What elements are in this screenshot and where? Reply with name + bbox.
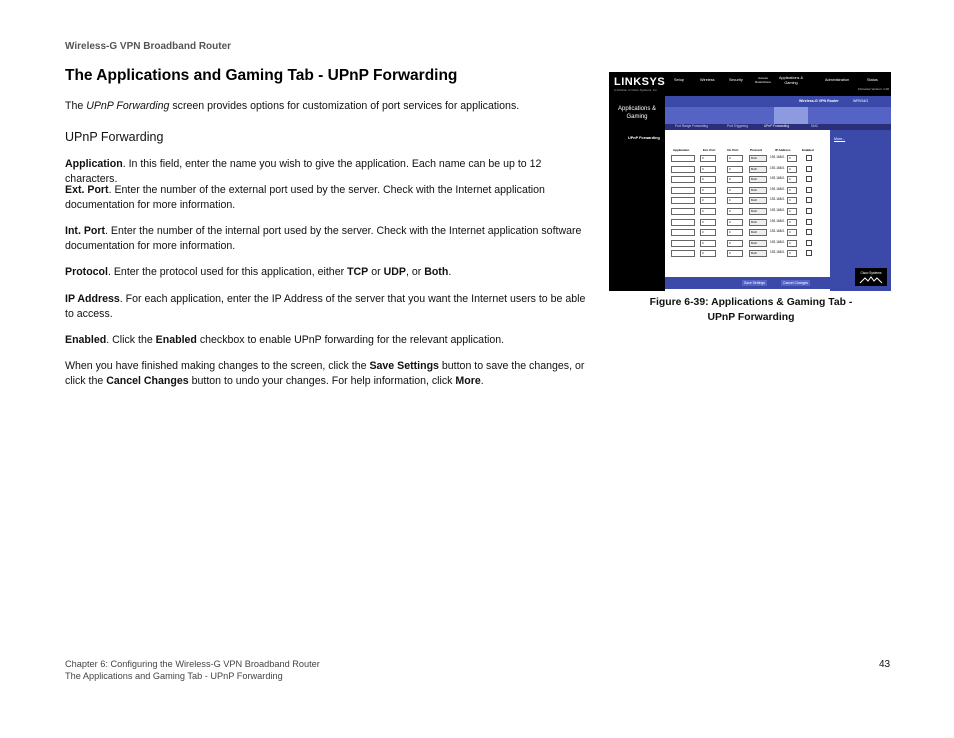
page-number: 43 xyxy=(879,659,891,670)
finish-t4: . xyxy=(480,375,484,387)
application-input[interactable] xyxy=(671,187,695,194)
protocol-select[interactable]: Both xyxy=(749,250,767,257)
subtab-upnp-forwarding[interactable]: UPnP Forwarding xyxy=(764,124,790,128)
enabled-t2: checkbox to enable UPnP forwarding for the relevant application. xyxy=(196,334,505,346)
int-port-input[interactable]: 0 xyxy=(727,229,743,236)
intro-post: screen provides options for customization of port services for applications. xyxy=(169,100,520,112)
page-title: The Applications and Gaming Tab - UPnP Forwarding xyxy=(65,67,458,84)
int-port-input[interactable]: 0 xyxy=(727,250,743,257)
para-int-port xyxy=(65,224,590,254)
int-port-input[interactable]: 0 xyxy=(727,208,743,215)
ip-last-octet-input[interactable]: 0 xyxy=(787,250,797,257)
protocol-select[interactable]: Both xyxy=(749,208,767,215)
text-int-port: . Enter the number of the internal port used by the server. Check with the Internet application software documentation for more information. xyxy=(65,225,582,252)
application-input[interactable] xyxy=(671,197,695,204)
protocol-select[interactable]: Both xyxy=(749,155,767,162)
linksys-logo-sub: A Division of Cisco Systems, Inc. xyxy=(614,88,658,92)
text-application: . In this field, enter the name you wish to give the application. Each name can be up to 12 characters. xyxy=(65,158,542,185)
application-input[interactable] xyxy=(671,166,695,173)
upnp-row xyxy=(669,196,829,204)
col-enabled: Enabled xyxy=(802,148,814,152)
subtab-dmz[interactable]: DMZ xyxy=(811,124,818,128)
intro-paragraph xyxy=(65,99,590,114)
ip-prefix: 192.168.0. xyxy=(770,239,786,244)
upnp-row xyxy=(669,249,829,257)
ip-prefix: 192.168.0. xyxy=(770,250,786,255)
col-ext-port: Ext. Port xyxy=(703,148,716,152)
footer-section: The Applications and Gaming Tab - UPnP Forwarding xyxy=(65,671,283,681)
ip-prefix: 192.168.0. xyxy=(770,155,786,159)
tab-security[interactable]: Security xyxy=(729,78,743,82)
subheading: UPnP Forwarding xyxy=(65,130,164,144)
figure-left-panel xyxy=(609,130,665,291)
enabled-checkbox[interactable] xyxy=(806,197,812,203)
protocol-udp: UDP xyxy=(383,266,406,278)
tab-administration[interactable]: Administration xyxy=(825,78,850,82)
enabled-checkbox[interactable] xyxy=(806,187,812,193)
caption-line2: UPnP Forwarding xyxy=(707,312,795,323)
ip-prefix: 192.168.0. xyxy=(770,229,786,234)
ip-last-octet-input[interactable]: 0 xyxy=(787,187,797,194)
int-port-input[interactable]: 0 xyxy=(727,219,743,226)
ip-last-octet-input[interactable]: 0 xyxy=(787,197,797,204)
application-input[interactable] xyxy=(671,208,695,215)
ip-prefix: 192.168.0. xyxy=(770,186,786,191)
tab-setup[interactable]: Setup xyxy=(674,78,684,82)
save-settings-button[interactable]: Save Settings xyxy=(744,281,765,285)
ext-port-input[interactable]: 0 xyxy=(700,166,716,173)
tab-applications-gaming[interactable]: Applications & Gaming xyxy=(778,76,804,85)
caption-line1: Figure 6-39: Applications & Gaming Tab - xyxy=(649,297,853,308)
protocol-tcp: TCP xyxy=(347,266,369,278)
upnp-row xyxy=(669,175,829,183)
ip-prefix: 192.168.0. xyxy=(770,197,786,202)
protocol-t4: . xyxy=(448,266,452,278)
ip-prefix: 192.168.0. xyxy=(770,165,786,170)
upnp-row xyxy=(669,186,829,194)
figure-caption xyxy=(610,295,892,325)
finish-t3: button to undo your changes. For help information, click xyxy=(188,375,456,387)
finish-more: More xyxy=(455,375,481,387)
ip-last-octet-input[interactable]: 0 xyxy=(787,155,797,162)
protocol-select[interactable]: Both xyxy=(749,229,767,236)
term-application: Application xyxy=(65,158,123,170)
footer-chapter: Chapter 6: Configuring the Wireless-G VPN Broadband Router xyxy=(65,659,320,669)
ext-port-input[interactable]: 0 xyxy=(700,197,716,204)
ip-prefix: 192.168.0. xyxy=(770,176,786,181)
term-int-port: Int. Port xyxy=(65,225,106,237)
more-link[interactable]: More... xyxy=(834,137,846,141)
para-protocol xyxy=(65,265,590,280)
col-ip-address: IP Address xyxy=(775,148,791,152)
col-protocol: Protocol xyxy=(750,148,763,152)
application-input[interactable] xyxy=(671,250,695,257)
upnp-row xyxy=(669,154,829,162)
ip-last-octet-input[interactable]: 0 xyxy=(787,240,797,247)
application-input[interactable] xyxy=(671,229,695,236)
int-port-input[interactable]: 0 xyxy=(727,240,743,247)
para-ext-port xyxy=(65,183,590,213)
ext-port-input[interactable]: 0 xyxy=(700,176,716,183)
application-input[interactable] xyxy=(671,176,695,183)
ip-last-octet-input[interactable]: 0 xyxy=(787,219,797,226)
protocol-select[interactable]: Both xyxy=(749,197,767,204)
subtab-port-triggering[interactable]: Port Triggering xyxy=(727,124,748,128)
model-number: WRV54G xyxy=(853,99,869,103)
text-ip-address: . For each application, enter the IP Address of the server that you want the Internet users to be able to access. xyxy=(65,293,586,320)
enabled-t1: . Click the xyxy=(106,334,156,346)
finish-cancel: Cancel Changes xyxy=(106,375,189,387)
finish-t2: button to save the changes, or click the xyxy=(65,360,585,387)
ip-last-octet-input[interactable]: 0 xyxy=(787,229,797,236)
text-ext-port: . Enter the number of the external port used by the server. Check with the Internet application documentation for more information. xyxy=(65,184,545,211)
ip-last-octet-input[interactable]: 0 xyxy=(787,166,797,173)
protocol-select[interactable]: Both xyxy=(749,166,767,173)
cisco-logo xyxy=(855,268,887,286)
firmware-version: Firmware Version: 1.00 xyxy=(858,87,889,91)
tab-wireless[interactable]: Wireless xyxy=(700,78,715,82)
protocol-both: Both xyxy=(424,266,449,278)
section-label: Applications & Gaming xyxy=(617,106,657,120)
cisco-logo-text: Cisco Systems xyxy=(860,271,882,275)
active-tab-highlight xyxy=(774,107,808,124)
enabled-term2: Enabled xyxy=(155,334,197,346)
ip-last-octet-input[interactable]: 0 xyxy=(787,176,797,183)
application-input[interactable] xyxy=(671,219,695,226)
enabled-checkbox[interactable] xyxy=(806,208,812,214)
int-port-input[interactable]: 0 xyxy=(727,176,743,183)
upnp-row xyxy=(669,218,829,226)
cancel-changes-button[interactable]: Cancel Changes xyxy=(783,281,809,285)
finish-save: Save Settings xyxy=(369,360,439,372)
linksys-logo: LINKSYS xyxy=(614,76,666,88)
int-port-input[interactable]: 0 xyxy=(727,197,743,204)
para-finish xyxy=(65,359,590,389)
int-port-input[interactable]: 0 xyxy=(727,187,743,194)
tab-access-restrictions[interactable]: Access Restrictions xyxy=(755,76,771,84)
intro-pre: The xyxy=(65,100,87,112)
ext-port-input[interactable]: 0 xyxy=(700,187,716,194)
ip-prefix: 192.168.0. xyxy=(770,208,786,212)
figure-left-label: UPnP Forwarding xyxy=(628,136,660,140)
router-screenshot-figure xyxy=(609,72,891,291)
enabled-checkbox[interactable] xyxy=(806,166,812,172)
upnp-row xyxy=(669,207,829,215)
int-port-input[interactable]: 0 xyxy=(727,155,743,162)
protocol-t3: , or xyxy=(405,266,425,278)
ip-last-octet-input[interactable]: 0 xyxy=(787,208,797,215)
protocol-select[interactable]: Both xyxy=(749,187,767,194)
term-enabled: Enabled xyxy=(65,334,107,346)
enabled-checkbox[interactable] xyxy=(806,176,812,182)
upnp-row xyxy=(669,228,829,236)
protocol-t2: or xyxy=(368,266,384,278)
ip-prefix: 192.168.0. xyxy=(770,218,786,223)
ext-port-input[interactable]: 0 xyxy=(700,250,716,257)
model-name: Wireless-G VPN Router xyxy=(799,99,839,103)
term-protocol: Protocol xyxy=(65,266,108,278)
col-int-port: Int. Port xyxy=(727,148,739,152)
para-ip-address xyxy=(65,292,590,322)
int-port-input[interactable]: 0 xyxy=(727,166,743,173)
term-ext-port: Ext. Port xyxy=(65,184,109,196)
intro-em: UPnP Forwarding xyxy=(86,100,170,112)
enabled-checkbox[interactable] xyxy=(806,250,812,256)
protocol-select[interactable]: Both xyxy=(749,176,767,183)
enabled-checkbox[interactable] xyxy=(806,155,812,161)
protocol-t1: . Enter the protocol used for this application, either xyxy=(107,266,348,278)
enabled-checkbox[interactable] xyxy=(806,229,812,235)
application-input[interactable] xyxy=(671,155,695,162)
ext-port-input[interactable]: 0 xyxy=(700,219,716,226)
upnp-row xyxy=(669,165,829,173)
enabled-checkbox[interactable] xyxy=(806,219,812,225)
cisco-logo-icon xyxy=(855,268,887,286)
enabled-checkbox[interactable] xyxy=(806,240,812,246)
figure-help-panel xyxy=(830,130,891,291)
running-header: Wireless-G VPN Broadband Router xyxy=(65,41,232,52)
ext-port-input[interactable]: 0 xyxy=(700,208,716,215)
ext-port-input[interactable]: 0 xyxy=(700,155,716,162)
protocol-select[interactable]: Both xyxy=(749,219,767,226)
ext-port-input[interactable]: 0 xyxy=(700,229,716,236)
ext-port-input[interactable]: 0 xyxy=(700,240,716,247)
finish-t1: When you have finished making changes to the screen, click the xyxy=(65,360,370,372)
footer xyxy=(65,658,320,682)
protocol-select[interactable]: Both xyxy=(749,240,767,247)
term-ip-address: IP Address xyxy=(65,293,120,305)
col-application: Application xyxy=(673,148,690,152)
para-enabled xyxy=(65,333,590,348)
upnp-row xyxy=(669,239,829,247)
subtab-port-range-forwarding[interactable]: Port Range Forwarding xyxy=(675,124,708,128)
application-input[interactable] xyxy=(671,240,695,247)
tab-status[interactable]: Status xyxy=(867,78,878,82)
